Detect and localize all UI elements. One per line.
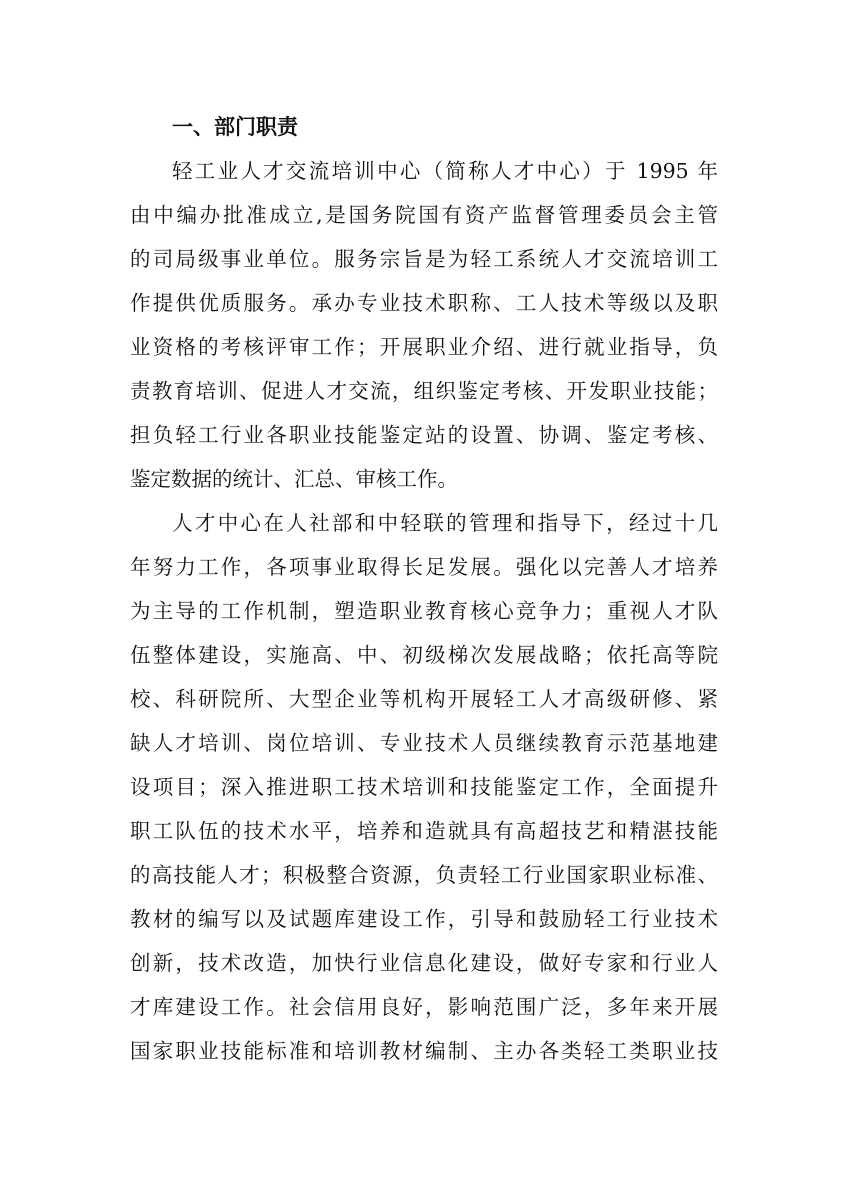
paragraph-line: 鉴定数据的统计、汇总、审核工作。 (130, 467, 458, 491)
paragraph-line: 教材的编写以及试题库建设工作，引导和鼓励轻工行业技术 (130, 907, 718, 931)
paragraph-line: 担负轻工行业各职业技能鉴定站的设置、协调、鉴定考核、 (130, 423, 718, 447)
paragraph-line: 作提供优质服务。承办专业技术职称、工人技术等级以及职 (130, 291, 718, 315)
paragraph-line: 由中编办批准成立,是国务院国有资产监督管理委员会主管 (130, 203, 718, 227)
paragraph-line: 伍整体建设，实施高、中、初级梯次发展战略；依托高等院 (130, 643, 718, 667)
paragraph-line: 年努力工作，各项事业取得长足发展。强化以完善人才培养 (130, 555, 718, 579)
paragraph-line: 的司局级事业单位。服务宗旨是为轻工系统人才交流培训工 (130, 247, 718, 271)
paragraph-line: 校、科研院所、大型企业等机构开展轻工人才高级研修、紧 (130, 687, 718, 711)
paragraph-line: 职工队伍的技术水平，培养和造就具有高超技艺和精湛技能 (130, 819, 718, 843)
section-heading: 一、部门职责 (172, 115, 298, 139)
paragraph-line: 责教育培训、促进人才交流，组织鉴定考核、开发职业技能； (130, 379, 718, 403)
paragraph-line: 设项目；深入推进职工技术培训和技能鉴定工作，全面提升 (130, 775, 718, 799)
paragraph-line: 的高技能人才；积极整合资源，负责轻工行业国家职业标准、 (130, 863, 718, 887)
paragraph-line: 业资格的考核评审工作；开展职业介绍、进行就业指导，负 (130, 335, 718, 359)
paragraph-line: 才库建设工作。社会信用良好，影响范围广泛，多年来开展 (130, 995, 718, 1019)
paragraph-line: 创新，技术改造，加快行业信息化建设，做好专家和行业人 (130, 951, 718, 975)
paragraph-line: 国家职业技能标准和培训教材编制、主办各类轻工类职业技 (130, 1039, 718, 1063)
paragraph-line: 轻工业人才交流培训中心（简称人才中心）于 1995 年 (172, 159, 718, 183)
paragraph-line: 人才中心在人社部和中轻联的管理和指导下，经过十几 (172, 511, 718, 535)
paragraph-line: 缺人才培训、岗位培训、专业技术人员继续教育示范基地建 (130, 731, 718, 755)
paragraph-line: 为主导的工作机制，塑造职业教育核心竞争力；重视人才队 (130, 599, 718, 623)
